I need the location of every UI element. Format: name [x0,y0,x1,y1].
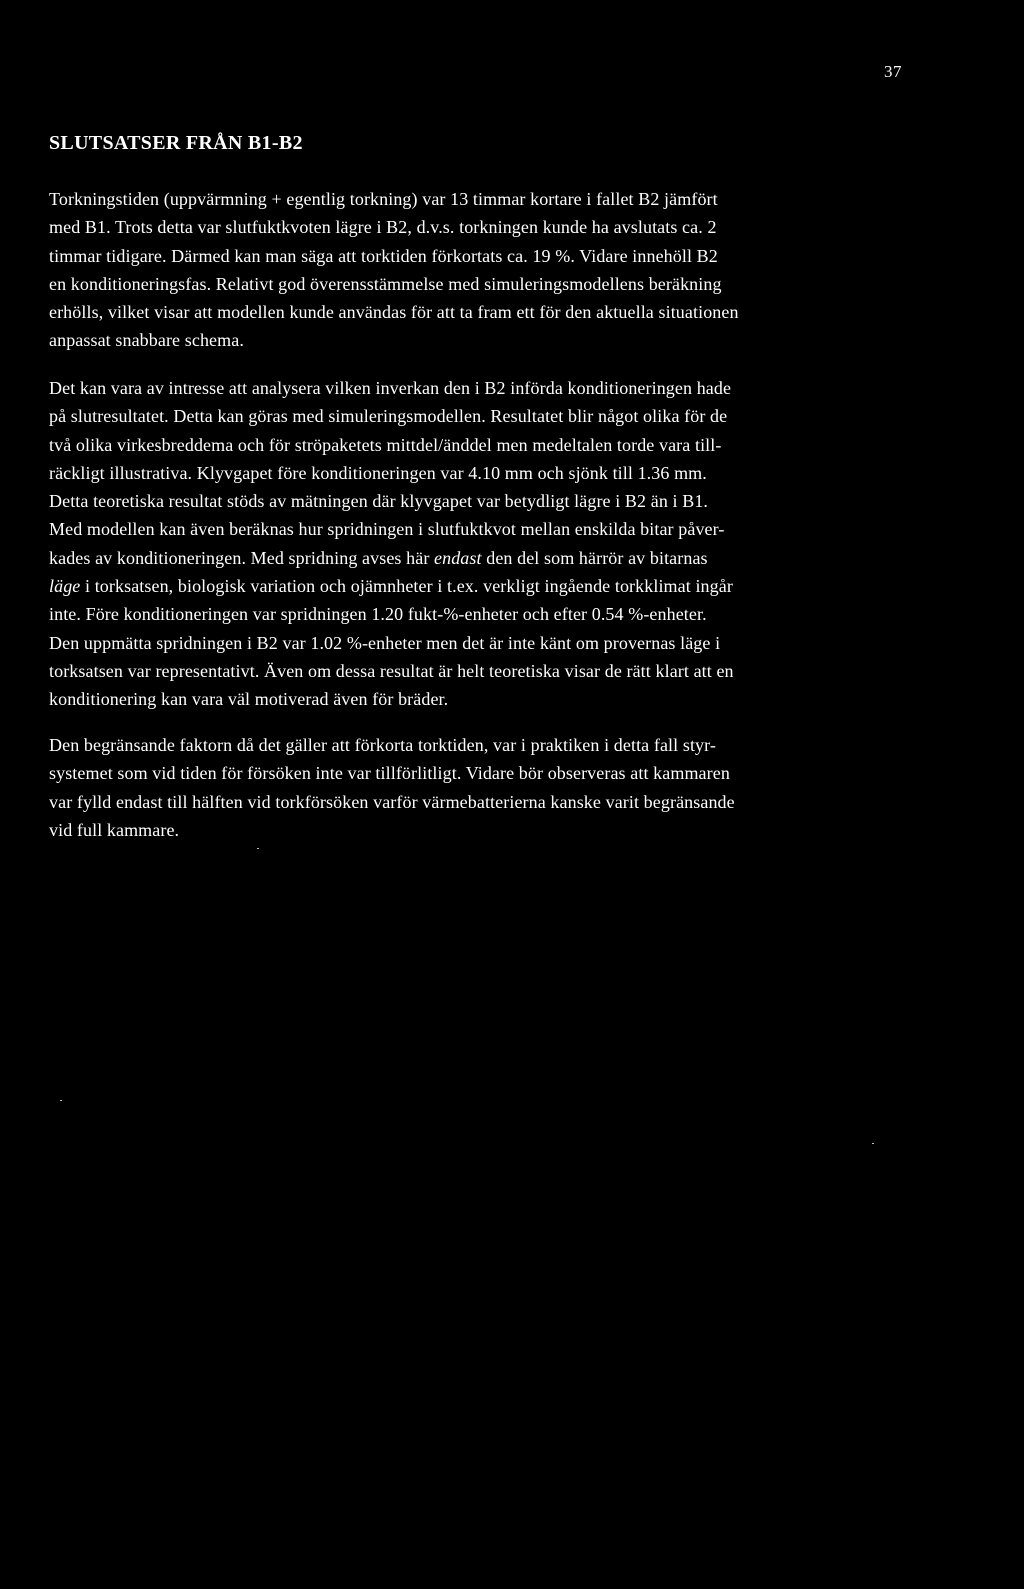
paragraph-line: var fylld endast till hälften vid torkförsöken varför värmebatterierna kanske varit begränsande [49,791,735,812]
paragraph-line: erhölls, vilket visar att modellen kunde användas för att ta fram ett för den aktuella situationen [49,302,739,323]
paragraph-line: anpassat snabbare schema. [49,330,244,351]
paragraph-line: torksatsen var representativt. Även om dessa resultat är helt teoretiska visar de rätt klart att en [49,660,734,681]
paragraph-line: Med modellen kan även beräknas hur spridningen i slutfuktkvot mellan enskilda bitar påver- [49,519,725,540]
paragraph-line: räckligt illustrativa. Klyvgapet före konditioneringen var 4.10 mm och sjönk till 1.36 mm. [49,462,707,483]
scan-speck [872,1143,874,1144]
paragraph-3 [49,731,899,844]
paragraph-line: konditionering kan vara väl motiverad även för bräder. [49,689,449,710]
paragraph-line: på slutresultatet. Detta kan göras med simuleringsmodellen. Resultatet blir något olika för de [49,406,728,427]
paragraph-line: vid full kammare. [49,819,180,840]
paragraph-line: två olika virkesbreddema och för ströpaketets mittdel/änddel men medeltalen torde vara till- [49,434,722,455]
line-text: i torksatsen, biologisk variation och ojämnheter i t.ex. verkligt ingående torkklimat ingår [80,576,733,597]
line-text: kades av konditioneringen. Med spridning avses här [49,547,435,568]
emphasis-text: läge [49,576,81,597]
section-heading: SLUTSATSER FRÅN B1-B2 [49,132,303,154]
paragraph-line: Det kan vara av intresse att analysera vilken inverkan den i B2 införda konditioneringen hade [49,378,732,398]
paragraph-line: med B1. Trots detta var slutfuktkvoten lägre i B2, d.v.s. torkningen kunde ha avslutats ca. 2 [49,217,717,238]
scan-speck [257,848,259,849]
paragraph-line: timmar tidigare. Därmed kan man säga att torktiden förkortats ca. 19 %. Vidare innehöll B2 [49,245,718,266]
paragraph-line [49,572,899,600]
paragraph-line: Torkningstiden (uppvärmning + egentlig torkning) var 13 timmar kortare i fallet B2 jämfört [49,189,718,209]
paragraph-line: inte. Före konditioneringen var spridningen 1.20 fukt-%-enheter och efter 0.54 %-enheter. [49,604,707,625]
paragraph-line: Den begränsande faktorn då det gäller att förkorta torktiden, var i praktiken i detta fall styr- [49,735,716,755]
page-number: 37 [884,62,902,81]
paragraph-line [49,544,899,572]
paragraph-line: en konditioneringsfas. Relativt god överensstämmelse med simuleringsmodellens beräkning [49,273,722,294]
paragraph-2 [49,374,899,714]
paragraph-line: Detta teoretiska resultat stöds av mätningen där klyvgapet var betydligt lägre i B2 än i B1. [49,491,709,512]
emphasis-text: endast [434,547,482,568]
paragraph-line: Den uppmätta spridningen i B2 var 1.02 %-enheter men det är inte känt om provernas läge i [49,632,721,653]
line-text: den del som härrör av bitarnas [481,547,708,568]
paragraph-1 [49,185,899,355]
paragraph-line: systemet som vid tiden för försöken inte var tillförlitligt. Vidare bör observeras att kammaren [49,763,730,784]
scan-speck [60,1100,62,1101]
